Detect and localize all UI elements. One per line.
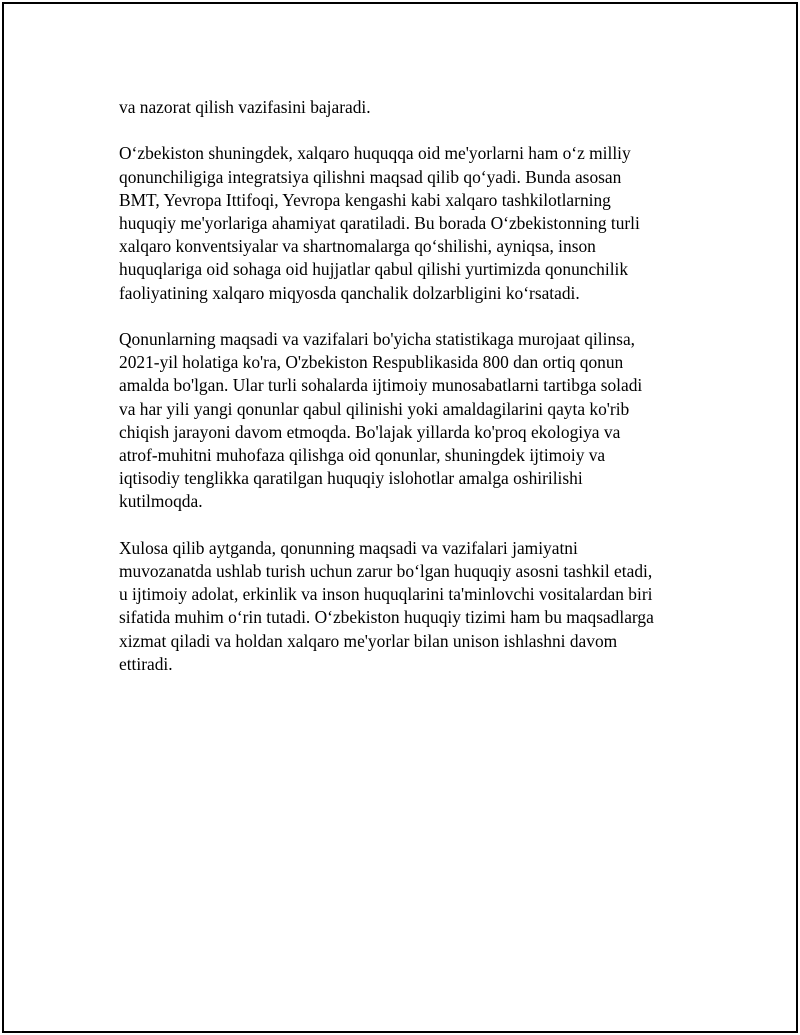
paragraph-statistics: Qonunlarning maqsadi va vazifalari bo'yicha statistikaga murojaat qilinsa, 2021-yil holatiga ko'ra, O'zbekiston Respublikasida 800 dan ortiq qonun amalda bo'lgan. Ular turli sohalarda ijtimoiy munosabatlarni tartibga soladi va har yili yangi qonunlar qabul qilinishi yoki amaldagilarini qayta ko'rib chiqish jarayoni davom etmoqda. Bo'lajak yillarda ko'proq ekologiya va atrof-muhitni muhofaza qilishga oid qonunlar, shuningdek ijtimoiy va iqtisodiy tenglikka qaratilgan huquqiy islohotlar amalga oshirilishi kutilmoqda. (119, 329, 643, 512)
paragraph-international-law: O‘zbekiston shuningdek, xalqaro huquqqa oid me'yorlarni ham o‘z milliy qonunchiligiga integratsiya qilishni maqsad qilib qo‘yadi. Bunda asosan BMT, Yevropa Ittifoqi, Yevropa kengashi kabi xalqaro tashkilotlarning huquqiy me'yorlariga ahamiyat qaratiladi. Bu borada O‘zbekistonning turli xalqaro konventsiyalar va shartnomalarga qo‘shilishi, ayniqsa, inson huquqlariga oid sohaga oid hujjatlar qabul qilishi yurtimizda qonunchilik faoliyatining xalqaro miqyosda qanchalik dolzarbligini ko‘rsatadi. (119, 143, 640, 303)
document-body (119, 96, 679, 699)
paragraph-conclusion: Xulosa qilib aytganda, qonunning maqsadi va vazifalari jamiyatni muvozanatda ushlab turish uchun zarur bo‘lgan huquqiy asosni tashkil etadi, u ijtimoiy adolat, erkinlik va inson huquqlarini ta'minlovchi vositalardan biri sifatida muhim o‘rin tutadi. O‘zbekiston huquqiy tizimi ham bu maqsadlarga xizmat qiladi va holdan xalqaro me'yorlar bilan unison ishlashni davom ettiradi. (119, 537, 654, 674)
paragraph-intro-tail: va nazorat qilish vazifasini bajaradi. (119, 97, 371, 117)
document-page (2, 2, 798, 1033)
